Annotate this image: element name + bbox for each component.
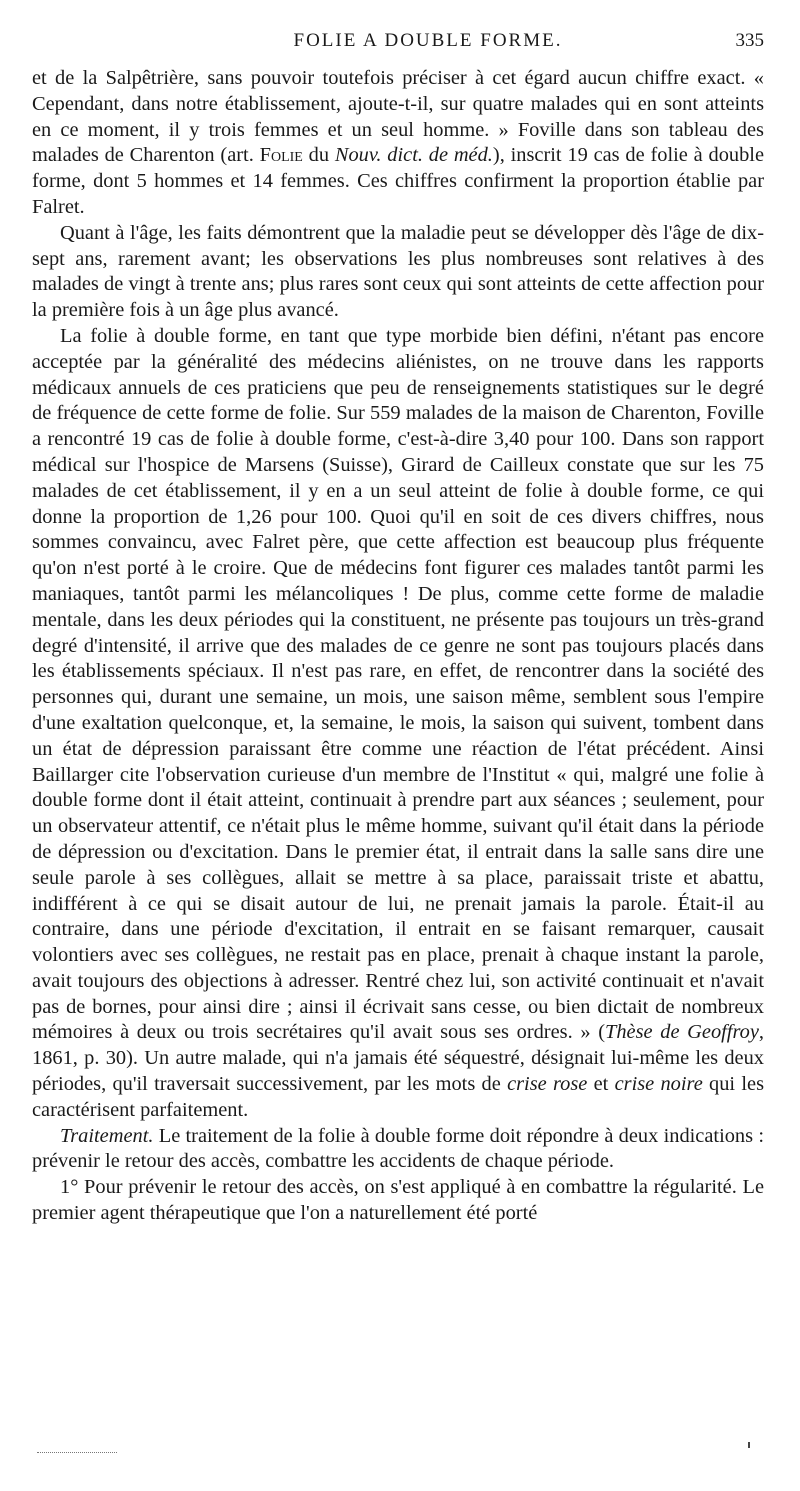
- book-page: [32, 30, 764, 1227]
- paragraph: [32, 221, 764, 324]
- text-run: et: [587, 1073, 615, 1096]
- text-run: Le traitement de la folie à double forme doit répondre à deux indications : prévenir le retour des accès, combattre les accidents de chaque période.: [32, 1124, 764, 1173]
- text-run: La folie à double forme, en tant que type morbide bien défini, n'étant pas encore acceptée par la généralité des médecins aliénistes, on ne trouve dans les rapports médicaux annuels de ces praticiens que peu de renseignements statistiques sur le degré de fréquence de cette forme de folie. Sur 559 malades de la maison de Charenton, Foville a rencontré 19 cas de folie à double forme, c'est-à-dire 3,40 pour 100. Dans son rapport médical sur l'hospice de Marsens (Suisse), Girard de Cailleux constate que sur les 75 malades de cet établissement, il y en a un seul atteint de folie à double forme, ce qui donne la proportion de 1,26 pour 100. Quoi qu'il en soit de ces divers chiffres, nous sommes convaincu, avec Falret père, que cette affection est beaucoup plus fréquente qu'on n'est porté à le croire. Que de médecins font figurer ces malades tantôt parmi les maniaques, tantôt parmi les mélancoliques ! De plus, comme cette forme de maladie mentale, dans les deux périodes qui la constituent, ne présente pas toujours un très-grand degré d'intensité, il arrive que des malades de ce genre ne sont pas toujours placés dans les établissements spéciaux. Il n'est pas rare, en effet, de rencontrer dans la société des personnes qui, durant une semaine, un mois, une saison même, semblent sous l'empire d'une exaltation quelconque, et, la semaine, le mois, la saison qui suivent, tombent dans un état de dépression paraissant être comme une réaction de l'état précédent. Ainsi Baillarger cite l'observation curieuse d'un membre de l'Institut « qui, malgré une folie à double forme dont il était atteint, continuait à prendre part aux séances ; seulement, pour un observateur attentif, ce n'était plus le même homme, suivant qu'il était dans la période de dépression ou d'excitation. Dans le premier état, il entrait dans la salle sans dire une seule parole à ses collègues, allait se mettre à sa place, paraissait triste et abattu, indifférent à ce qui se disait autour de lui, ne prenait jamais la parole. Était-il au contraire, dans une période d'excitation, il entrait en se faisant remarquer, causait volontiers avec ses collègues, ne restait pas en place, prenait à chaque instant la parole, avait toujours des objections à adresser. Rentré chez lui, son activité continuait et n'avait pas de bornes, pour ainsi dire ; ainsi il écrivait sans cesse, ou bien dictait de nombreux mémoires à deux ou trois secrétaires qu'il avait sous ses ordres. » (: [32, 324, 764, 1044]
- text-run: ), inscrit 19 cas de folie à double forme, dont 5 hommes et 14 femmes. Ces chiffres confirment la proportion établie par Falret.: [32, 144, 765, 218]
- italic-text: crise noire: [614, 1073, 703, 1096]
- text-run: du: [302, 144, 335, 167]
- italic-text: crise rose: [507, 1073, 588, 1096]
- italic-text: Thèse de Geoffroy: [605, 1021, 759, 1044]
- running-title: FOLIE A DOUBLE FORME.: [293, 30, 563, 51]
- text-run: , 1861, p. 30). Un autre malade, qui n'a jamais été séquestré, désignait lui-même les deux périodes, qu'il traversait successivement, par les mots de: [32, 1021, 764, 1096]
- text-run: et de la Salpêtrière, sans pouvoir toutefois préciser à cet égard aucun chiffre exact. « Cependant, dans notre établissement, ajoute-t-il, sur quatre malades qui en sont atteints en ce moment, il y trois femmes et un seul homme. » Foville dans son tableau des malades de Charenton (art.: [32, 67, 764, 167]
- paragraph: [32, 1175, 764, 1227]
- text-run: 1° Pour prévenir le retour des accès, on s'est appliqué à en combattre la régularité. Le premier agent thérapeutique que l'on a naturellement été porté: [32, 1176, 764, 1225]
- text-run: Quant à l'âge, les faits démontrent que la maladie peut se développer dès l'âge de dix-sept ans, rarement avant; les observations les plus nombreuses sont relatives à des malades de vingt à trente ans; plus rares sont ceux qui sont atteints de cette affection pour la première fois à un âge plus avancé.: [32, 221, 764, 322]
- paragraph: [32, 324, 764, 1124]
- paragraph: [32, 66, 764, 221]
- running-head: [32, 30, 764, 58]
- italic-text: Traitement.: [60, 1124, 154, 1147]
- italic-text: Nouv. dict. de méd.: [334, 144, 493, 167]
- body-text: [32, 66, 764, 1227]
- footer-rule: [37, 1452, 117, 1453]
- margin-mark: [748, 1442, 750, 1448]
- page-number: 335: [735, 30, 764, 51]
- text-run: qui les caractérisent parfaitement.: [32, 1073, 764, 1121]
- paragraph: [32, 1124, 764, 1176]
- small-caps-text: Folie: [259, 144, 303, 167]
